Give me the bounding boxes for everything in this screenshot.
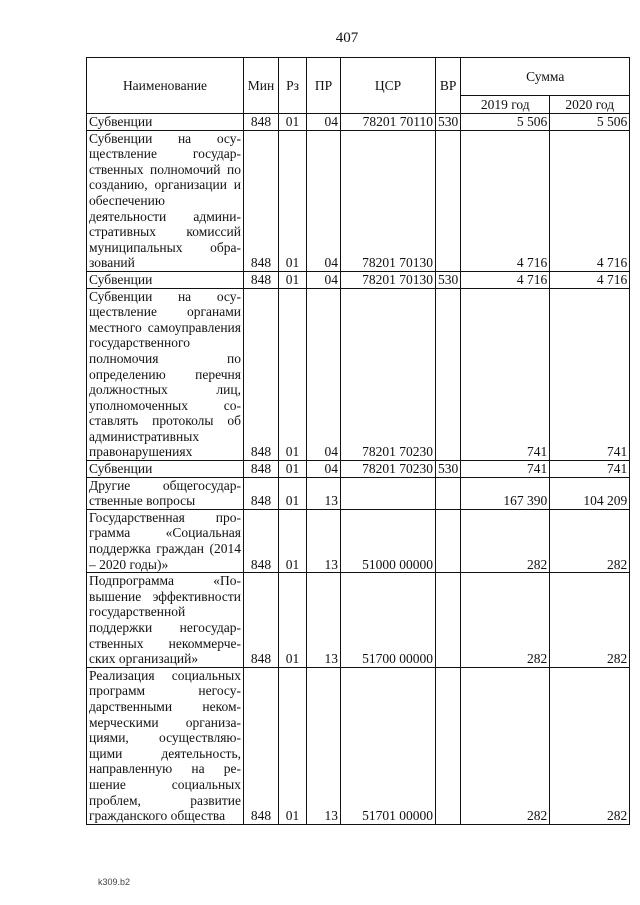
row-pr: 13 xyxy=(307,477,341,509)
row-pr: 04 xyxy=(307,130,341,271)
row-name: Подпрограмма «Повышение эффективности государственной поддержки негосударственных некоммерческих организаций» xyxy=(87,573,244,668)
row-min: 848 xyxy=(244,461,279,478)
row-csr: 78201 70130 xyxy=(341,271,436,288)
row-min: 848 xyxy=(244,573,279,668)
header-rz: Рз xyxy=(279,58,307,114)
table-row xyxy=(87,573,630,668)
header-name: Наименование xyxy=(87,58,244,114)
row-amount-2020: 4 716 xyxy=(550,130,630,271)
row-pr: 04 xyxy=(307,461,341,478)
row-amount-2019: 282 xyxy=(461,667,550,824)
row-min: 848 xyxy=(244,271,279,288)
table-row xyxy=(87,288,630,461)
row-name: Другие общегосударственные вопросы xyxy=(87,477,244,509)
row-rz: 01 xyxy=(279,114,307,131)
table-row xyxy=(87,667,630,824)
row-amount-2019: 167 390 xyxy=(461,477,550,509)
row-amount-2019: 4 716 xyxy=(461,271,550,288)
row-name: Государственная программа «Социальная поддержка граждан (2014 – 2020 годы)» xyxy=(87,509,244,572)
row-pr: 04 xyxy=(307,288,341,461)
row-vr: 530 xyxy=(436,271,461,288)
header-year-2019: 2019 год xyxy=(461,96,550,114)
row-csr: 78201 70230 xyxy=(341,461,436,478)
row-min: 848 xyxy=(244,114,279,131)
budget-table xyxy=(86,57,630,825)
row-min: 848 xyxy=(244,288,279,461)
table-row xyxy=(87,461,630,478)
row-name: Субвенции xyxy=(87,461,244,478)
page-number: 407 xyxy=(335,30,359,46)
row-amount-2020: 741 xyxy=(550,461,630,478)
row-pr: 13 xyxy=(307,509,341,572)
row-amount-2019: 741 xyxy=(461,288,550,461)
table-row xyxy=(87,114,630,131)
header-pr: ПР xyxy=(307,58,341,114)
row-amount-2020: 741 xyxy=(550,288,630,461)
row-csr xyxy=(341,477,436,509)
row-min: 848 xyxy=(244,130,279,271)
table-row xyxy=(87,271,630,288)
row-vr xyxy=(436,573,461,668)
row-amount-2019: 5 506 xyxy=(461,114,550,131)
row-pr: 04 xyxy=(307,114,341,131)
row-vr: 530 xyxy=(436,461,461,478)
row-vr xyxy=(436,288,461,461)
row-rz: 01 xyxy=(279,573,307,668)
header-min: Мин xyxy=(244,58,279,114)
header-row xyxy=(87,58,630,96)
row-name: Реализация социальных программ негосударственными некоммерческими организациями, осуществляющими деятельность, направленную на решение социальных проблем, развитие гражданского общества xyxy=(87,667,244,824)
row-vr xyxy=(436,667,461,824)
row-name: Субвенции xyxy=(87,271,244,288)
row-amount-2019: 4 716 xyxy=(461,130,550,271)
footer-mark: k309.b2 xyxy=(98,877,131,887)
row-rz: 01 xyxy=(279,509,307,572)
row-vr: 530 xyxy=(436,114,461,131)
row-rz: 01 xyxy=(279,130,307,271)
header-year-2020: 2020 год xyxy=(550,96,630,114)
row-amount-2019: 282 xyxy=(461,573,550,668)
row-vr xyxy=(436,130,461,271)
row-pr: 13 xyxy=(307,573,341,668)
row-rz: 01 xyxy=(279,667,307,824)
row-amount-2020: 104 209 xyxy=(550,477,630,509)
row-amount-2020: 4 716 xyxy=(550,271,630,288)
row-amount-2020: 5 506 xyxy=(550,114,630,131)
row-amount-2019: 741 xyxy=(461,461,550,478)
row-pr: 13 xyxy=(307,667,341,824)
row-min: 848 xyxy=(244,667,279,824)
row-rz: 01 xyxy=(279,288,307,461)
table-row xyxy=(87,130,630,271)
row-rz: 01 xyxy=(279,461,307,478)
row-rz: 01 xyxy=(279,271,307,288)
row-csr: 51000 00000 xyxy=(341,509,436,572)
row-amount-2020: 282 xyxy=(550,509,630,572)
row-pr: 04 xyxy=(307,271,341,288)
row-rz: 01 xyxy=(279,477,307,509)
row-min: 848 xyxy=(244,509,279,572)
row-min: 848 xyxy=(244,477,279,509)
row-name: Субвенции на осуществление государственных полномочий по созданию, организации и обеспечению деятельности административных комиссий муниципальных образований xyxy=(87,130,244,271)
row-amount-2020: 282 xyxy=(550,667,630,824)
row-csr: 78201 70130 xyxy=(341,130,436,271)
table-row xyxy=(87,477,630,509)
row-csr: 78201 70110 xyxy=(341,114,436,131)
row-csr: 51701 00000 xyxy=(341,667,436,824)
row-vr xyxy=(436,477,461,509)
header-csr: ЦСР xyxy=(341,58,436,114)
row-csr: 78201 70230 xyxy=(341,288,436,461)
row-amount-2019: 282 xyxy=(461,509,550,572)
row-name: Субвенции на осуществление органами местного самоуправления государственного полномочия по определению перечня должностных лиц, уполномоченных составлять протоколы об административных правонарушениях xyxy=(87,288,244,461)
header-sum: Сумма xyxy=(461,58,630,96)
row-csr: 51700 00000 xyxy=(341,573,436,668)
row-name: Субвенции xyxy=(87,114,244,131)
header-vr: ВР xyxy=(436,58,461,114)
row-vr xyxy=(436,509,461,572)
table-row xyxy=(87,509,630,572)
row-amount-2020: 282 xyxy=(550,573,630,668)
